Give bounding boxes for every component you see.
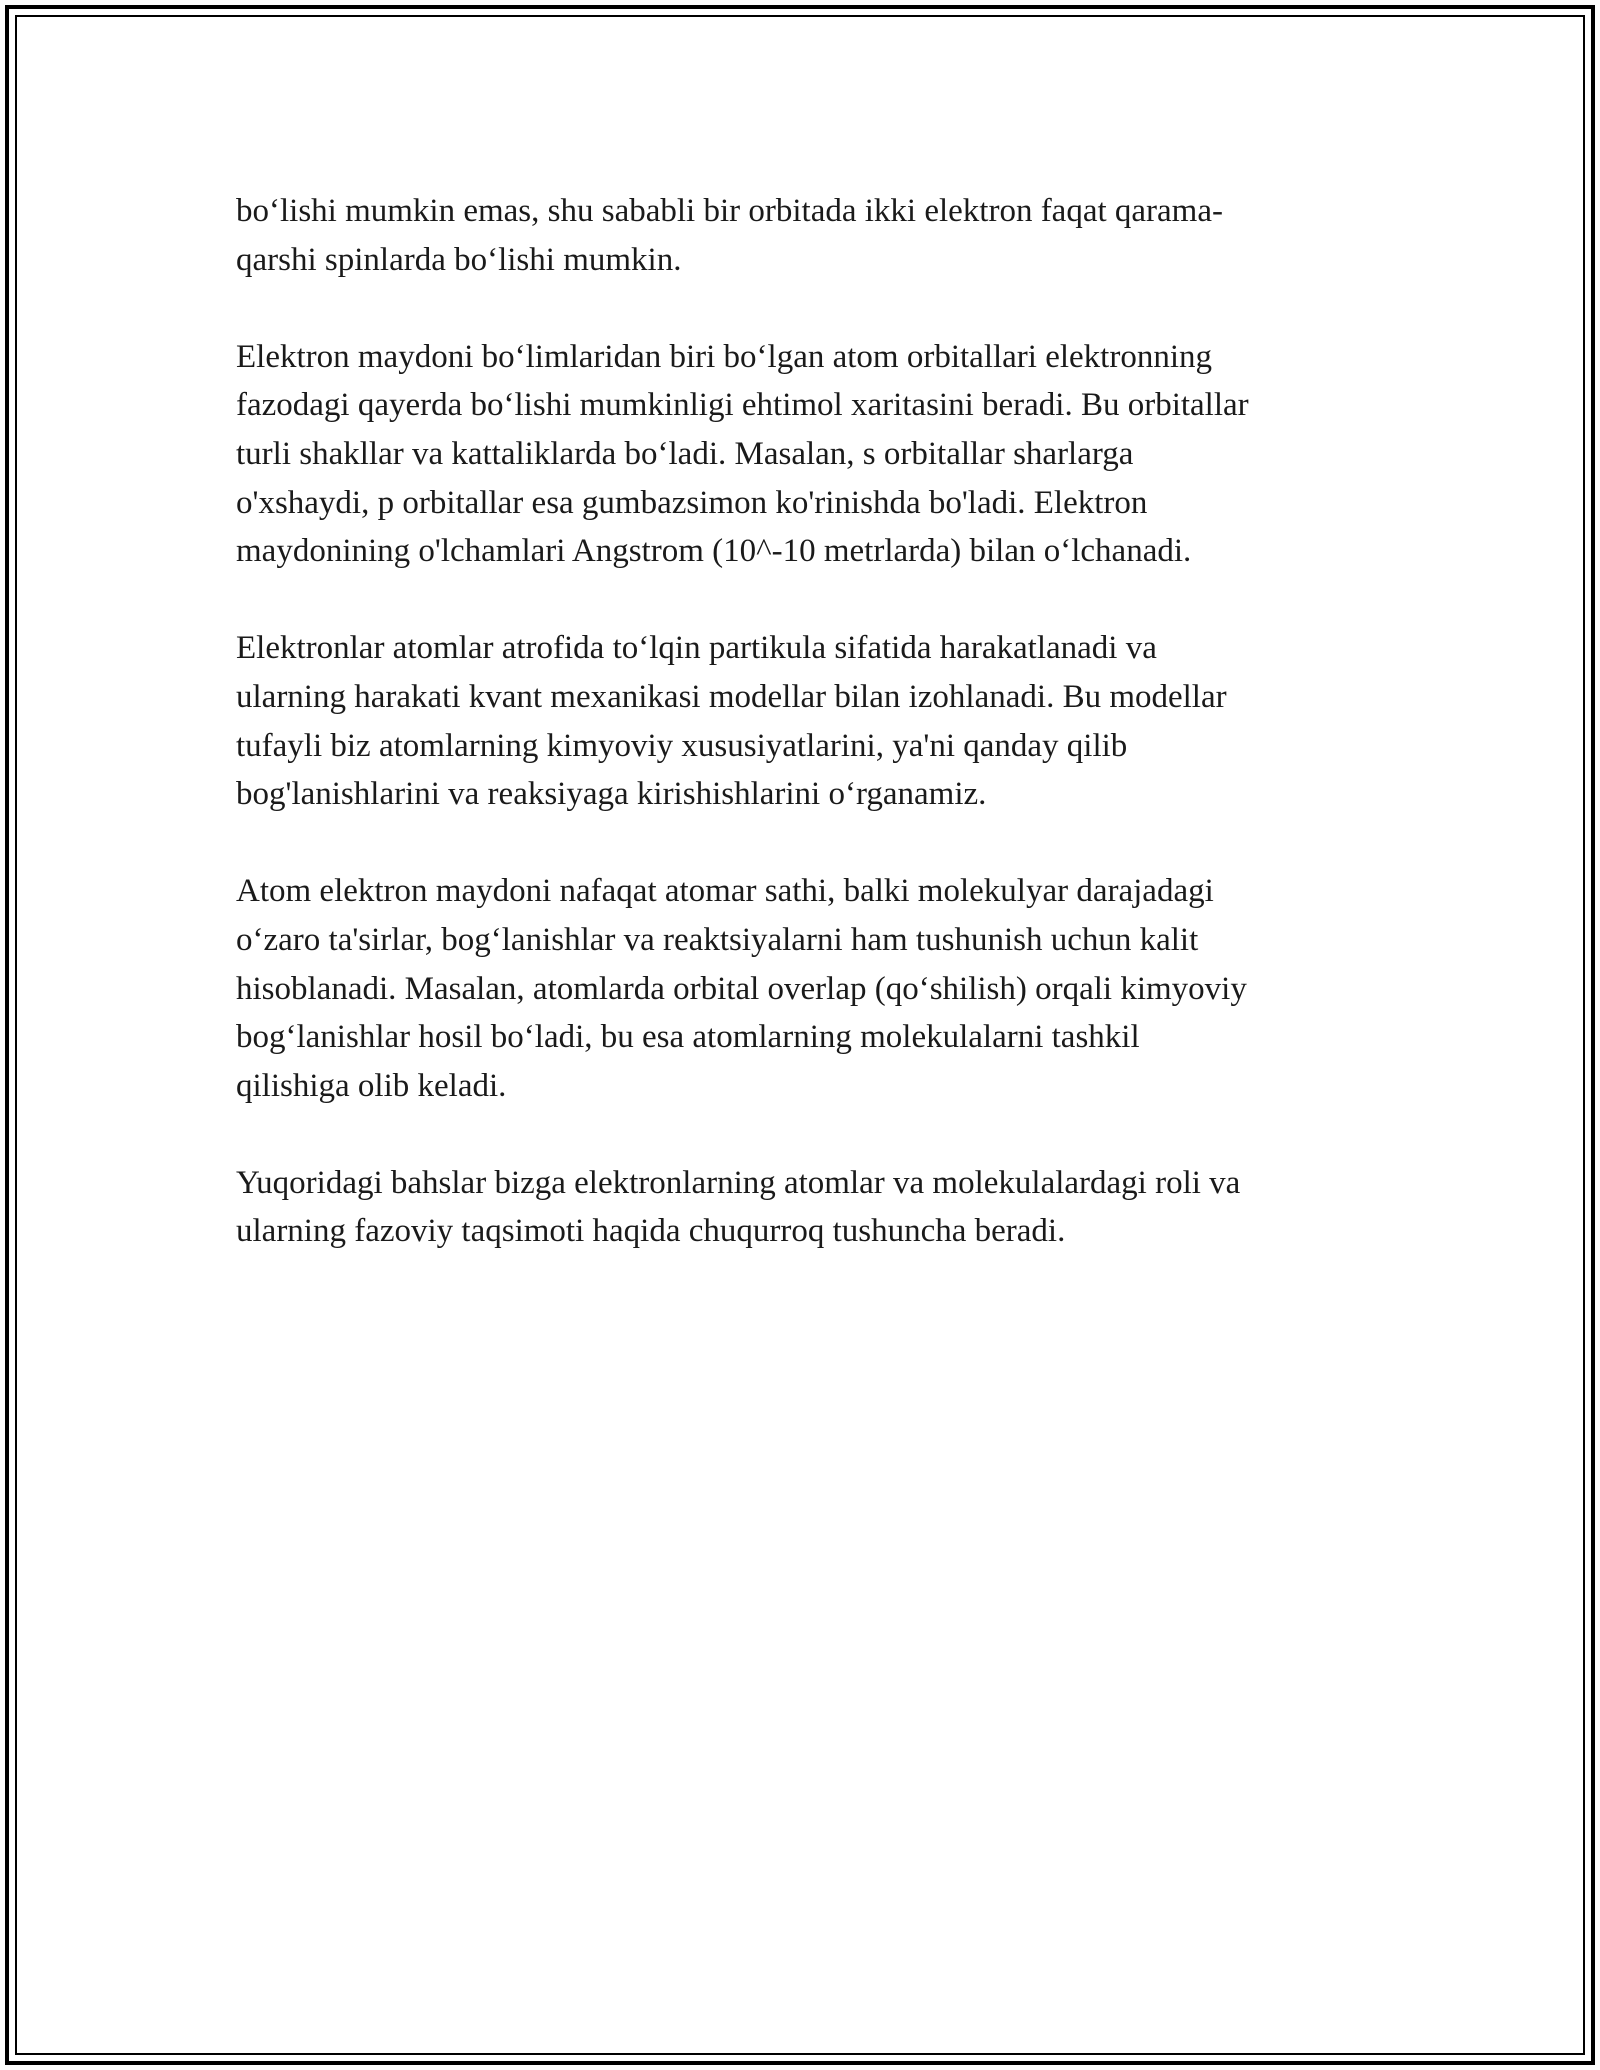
paragraph-line: bog‘lanishlar hosil bo‘ladi, bu esa atomlarning molekulalarni tashkil (236, 1019, 1140, 1056)
paragraph-line: Yuqoridagi bahslar bizga elektronlarning atomlar va molekulalardagi roli va (236, 1164, 1241, 1201)
paragraph-1 (236, 187, 1386, 284)
paragraph-line: Atom elektron maydoni nafaqat atomar sathi, balki molekulyar darajadagi (236, 873, 1214, 910)
paragraph-line: qarshi spinlarda bo‘lishi mumkin. (236, 241, 682, 278)
paragraph-line: tufayli biz atomlarning kimyoviy xususiyatlarini, ya'ni qanday qilib (236, 727, 1128, 764)
paragraph-line: Elektron maydoni bo‘limlaridan biri bo‘lgan atom orbitallari elektronning (236, 338, 1212, 375)
paragraph-line: fazodagi qayerda bo‘lishi mumkinligi ehtimol xaritasini beradi. Bu orbitallar (236, 387, 1249, 424)
paragraph-line: bo‘lishi mumkin emas, shu sababli bir orbitada ikki elektron faqat qarama- (236, 193, 1223, 229)
paragraph-5 (236, 1159, 1386, 1256)
paragraph-line: Elektronlar atomlar atrofida to‘lqin partikula sifatida harakatlanadi va (236, 630, 1157, 667)
paragraph-2 (236, 333, 1386, 576)
paragraph-line: qilishiga olib keladi. (236, 1067, 507, 1104)
paragraph-line: hisoblanadi. Masalan, atomlarda orbital overlap (qo‘shilish) orqali kimyoviy (236, 970, 1247, 1007)
document-body (236, 187, 1386, 1305)
paragraph-4 (236, 867, 1386, 1110)
paragraph-line: ularning fazoviy taqsimoti haqida chuqurroq tushuncha beradi. (236, 1213, 1066, 1250)
paragraph-3 (236, 624, 1386, 818)
paragraph-line: ularning harakati kvant mexanikasi modellar bilan izohlanadi. Bu modellar (236, 678, 1227, 715)
paragraph-line: bog'lanishlarini va reaksiyaga kirishishlarini o‘rganamiz. (236, 776, 987, 813)
paragraph-line: o‘zaro ta'sirlar, bog‘lanishlar va reaktsiyalarni ham tushunish uchun kalit (236, 921, 1199, 958)
paragraph-line: maydonining o'lchamlari Angstrom (10^-10 metrlarda) bilan o‘lchanadi. (236, 533, 1192, 570)
paragraph-line: o'xshaydi, p orbitallar esa gumbazsimon ko'rinishda bo'ladi. Elektron (236, 484, 1148, 521)
paragraph-line: turli shakllar va kattaliklarda bo‘ladi. Masalan, s orbitallar sharlarga (236, 435, 1134, 472)
